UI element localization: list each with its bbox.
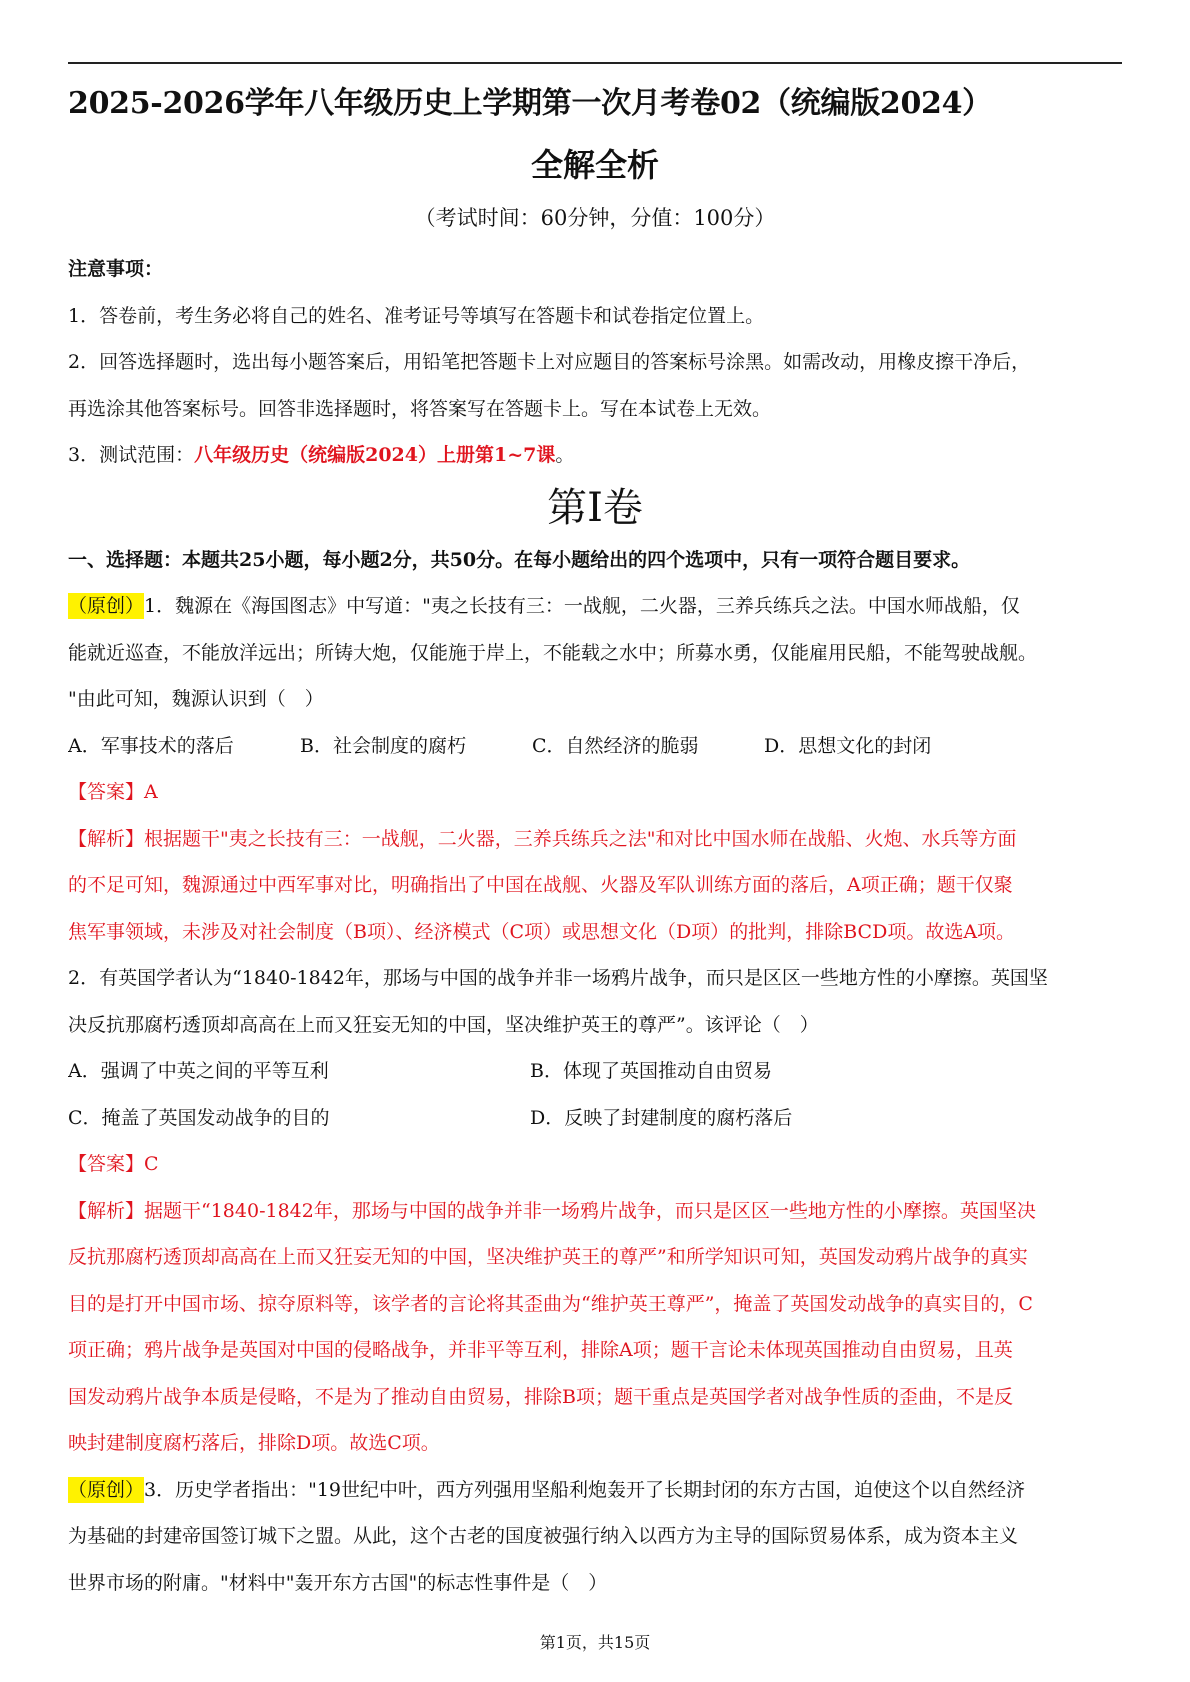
question-1-analysis-line-2: 的不足可知，魏源通过中西军事对比，明确指出了中国在战舰、火器及军队训练方面的落后，A项正确；题干仅聚: [68, 874, 1013, 896]
question-2-analysis-line-5: 国发动鸦片战争本质是侵略，不是为了推动自由贸易，排除B项；题干重点是英国学者对战争性质的歪曲，不是反: [68, 1385, 1013, 1408]
question-1-stem: 1．魏源在《海国图志》中写道："夷之长技有三：一战舰，二火器，三养兵练兵之法。中国水师战船，仅: [144, 595, 1020, 617]
page-number: 第1页，共15页: [539, 1633, 651, 1652]
question-1-answer: 【答案】A: [68, 781, 158, 803]
notice-item-2-line-2: 再选涂其他答案标号。回答非选择题时，将答案写在答题卡上。写在本试卷上无效。: [68, 397, 772, 420]
question-1-options: [68, 723, 1122, 770]
question-1-line-2: 能就近巡查，不能放洋远出；所铸大炮，仅能施于岸上，不能载之水中；所募水勇，仅能雇用民船，不能驾驶战舰。: [68, 641, 1038, 664]
question-2-analysis-line-6: 映封建制度腐朽落后，排除D项。故选C项。: [68, 1432, 440, 1454]
notice-item-3: [68, 432, 1122, 479]
document-subtitle: 全解全析: [530, 146, 659, 184]
question-3-line-1: [68, 1467, 1122, 1514]
volume-title: 第Ⅰ卷: [547, 484, 643, 531]
question-1-analysis-line-1: 【解析】根据题干"夷之长技有三：一战舰，二火器，三养兵练兵之法"和对比中国水师在战船、火炮、水兵等方面: [68, 827, 1017, 850]
question-2-options-row-2: [68, 1095, 1122, 1142]
question-3-stem: 3．历史学者指出："19世纪中叶，西方列强用坚船利炮轰开了长期封闭的东方古国，迫使这个以自然经济: [144, 1478, 1026, 1501]
option-c: C．自然经济的脆弱: [532, 734, 699, 757]
question-2-options-row-1: [68, 1048, 1122, 1095]
notice-item-1: 1．答卷前，考生务必将自己的姓名、准考证号等填写在答题卡和试卷指定位置上。: [68, 304, 765, 327]
original-tag: （原创）: [68, 595, 145, 617]
question-2-answer: 【答案】C: [68, 1153, 159, 1175]
option-b: B．社会制度的腐朽: [300, 734, 466, 757]
option-d: D．思想文化的封闭: [764, 734, 932, 757]
question-2-line-2: 决反抗那腐朽透顶却高高在上而又狂妄无知的中国，坚决维护英王的尊严”。该评论（ ）: [68, 1013, 819, 1036]
notice-item-2-line-1: 2．回答选择题时，选出每小题答案后，用铅笔把答题卡上对应题目的答案标号涂黑。如需改动，用橡皮擦干净后，: [68, 351, 1031, 373]
notice-item-3-prefix: 3．测试范围：: [68, 444, 195, 466]
question-1-analysis-line-3: 焦军事领域，未涉及对社会制度（B项）、经济模式（C项）或思想文化（D项）的批判，排除BCD项。故选A项。: [68, 920, 1016, 943]
question-1-line-3: "由此可知，魏源认识到（ ）: [68, 688, 324, 710]
exam-info: （考试时间：60分钟，分值：100分）: [414, 206, 776, 230]
question-3-line-3: 世界市场的附庸。"材料中"轰开东方古国"的标志性事件是（ ）: [68, 1571, 608, 1594]
notice-title: 注意事项：: [68, 258, 164, 280]
original-tag: （原创）: [68, 1478, 145, 1501]
question-2-line-1: 2．有英国学者认为“1840-1842年，那场与中国的战争并非一场鸦片战争，而只是区区一些地方性的小摩擦。英国坚: [68, 967, 1048, 989]
question-1-line-1: [68, 583, 1122, 630]
option-a: A．强调了中英之间的平等互利: [68, 1060, 329, 1082]
section-heading: 一、选择题：本题共25小题，每小题2分，共50分。在每小题给出的四个选项中，只有一项符合题目要求。: [68, 548, 971, 571]
test-scope: 八年级历史（统编版2024）上册第1~7课: [194, 444, 556, 466]
question-2-analysis-line-4: 项正确；鸦片战争是英国对中国的侵略战争，并非平等互利，排除A项；题干言论未体现英国推动自由贸易，且英: [68, 1339, 1013, 1361]
option-a: A．军事技术的落后: [68, 734, 234, 757]
option-d: D．反映了封建制度的腐朽落后: [530, 1106, 793, 1129]
document-title: 2025-2026学年八年级历史上学期第一次月考卷02（统编版2024）: [68, 86, 992, 121]
question-2-analysis-line-3: 目的是打开中国市场、掠夺原料等，该学者的言论将其歪曲为“维护英王尊严”，掩盖了英国发动战争的真实目的，C: [68, 1292, 1033, 1315]
top-rule: [68, 62, 1122, 64]
question-2-analysis-line-2: 反抗那腐朽透顶却高高在上而又狂妄无知的中国，坚决维护英王的尊严”和所学知识可知，英国发动鸦片战争的真实: [68, 1246, 1028, 1268]
question-3-line-2: 为基础的封建帝国签订城下之盟。从此，这个古老的国度被强行纳入以西方为主导的国际贸易体系，成为资本主义: [68, 1525, 1019, 1547]
notice-item-3-suffix: 。: [555, 444, 575, 466]
option-b: B．体现了英国推动自由贸易: [530, 1060, 772, 1082]
document-body: [68, 246, 1122, 1606]
question-2-analysis-line-1: 【解析】据题干“1840-1842年，那场与中国的战争并非一场鸦片战争，而只是区区一些地方性的小摩擦。英国坚决: [68, 1199, 1036, 1222]
option-c: C．掩盖了英国发动战争的目的: [68, 1106, 330, 1129]
